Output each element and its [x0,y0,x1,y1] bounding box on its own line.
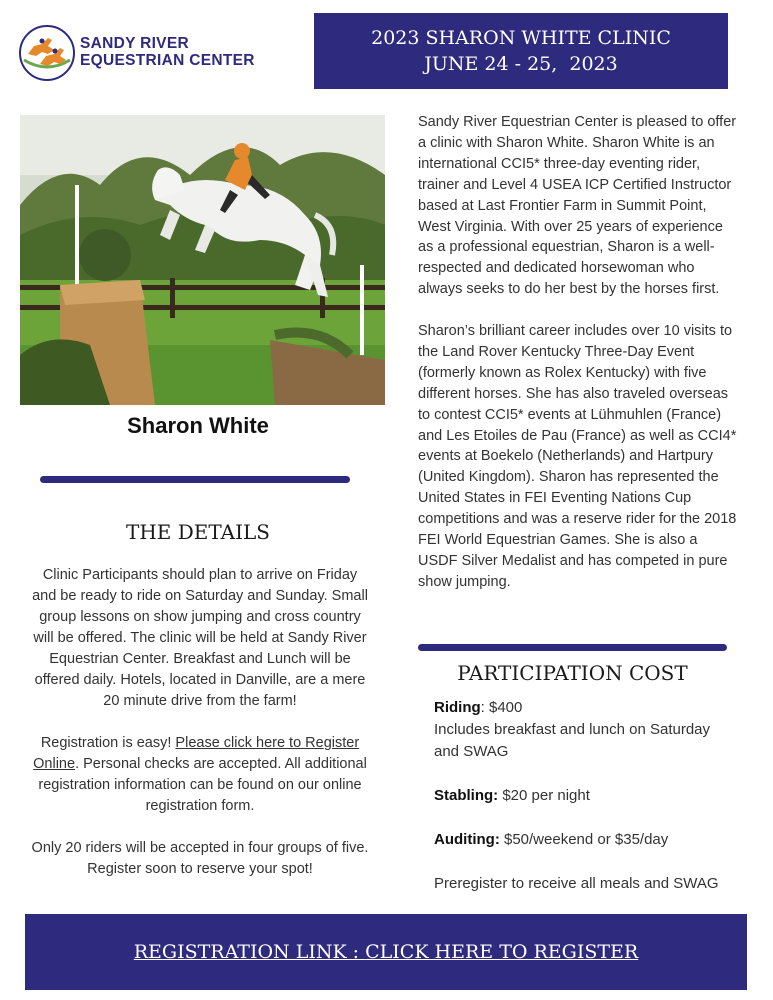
registration-banner [25,914,747,990]
details-paragraph-1: Clinic Participants should plan to arrive on Friday and be ready to ride on Saturday and Sunday. Small group lessons on show jumping and cross country will be offered. The clinic will be held at Sandy River Equestrian Center. Breakfast and Lunch will be offered daily. Hotels, located in Danville, are a mere 20 minute drive from the farm! [32,567,368,709]
title-banner [314,13,728,89]
divider-left [40,476,350,483]
logo [18,24,278,82]
cost-riding [434,697,734,763]
logo-line-1: SANDY RIVER [80,35,189,52]
bio-paragraph-2: Sharon’s brilliant career includes over 10 visits to the Land Rover Kentucky Three-Day Event (formerly known as Rolex Kentucky) with five different horses. She has also traveled overseas to contest CCI5* events at Lühmuhlen (France) and Les Etoiles de Pau (France) as well as CCI4* events at Boekelo (Netherlands) and Hartpury (United Kingdom). Sharon has represented the United States in FEI Eventing Nations Cup competitions and was a reserve rider for the 2018 FEI World Equestrian Games. She is also a USDF Silver Medalist and has competed in pure show jumping. [418,323,737,590]
register-online-link[interactable]: Please click here to Register Online [33,735,360,772]
details-section [30,565,370,901]
clinic-dates: JUNE 24 - 25, 2023 [424,53,618,75]
details-p2-before: Registration is easy! [40,735,176,751]
cost-section [434,697,734,917]
riding-note: Includes breakfast and lunch on Saturday and SWAG [434,721,711,760]
logo-line-2: EQUESTRIAN CENTER [80,52,255,69]
cost-preregister: Preregister to receive all meals and SWAG [434,875,719,892]
bio-paragraph-1: Sandy River Equestrian Center is pleased to offer a clinic with Sharon White. Sharon White is an international CCI5* three-day eventing rider, trainer and Level 4 USEA ICP Certified Instructor based at Last Frontier Farm in Summit Point, West Virginia. With over 25 years of experience as a professional equestrian, Sharon is a well-respected and dedicated horsewoman who always seeks to do her best by the horses first. [418,114,737,298]
photo-caption: Sharon White [127,413,269,438]
horse-logo-icon [18,24,76,82]
clinic-title: 2023 SHARON WHITE CLINIC [371,27,671,49]
auditing-label: Auditing: [434,831,500,848]
details-paragraph-2 [30,733,370,817]
stabling-value: $20 per night [498,787,590,804]
horse-jumping-image [20,115,385,405]
cost-auditing [434,829,734,851]
rider-photo [20,115,385,405]
registration-link[interactable]: REGISTRATION LINK : CLICK HERE TO REGISTER [133,941,639,963]
details-heading: THE DETAILS [126,520,270,544]
divider-right [418,644,727,651]
logo-wordmark [80,35,255,69]
cost-stabling [434,785,734,807]
riding-value: : $400 [480,699,523,716]
riding-label: Riding [434,699,481,716]
bio-section [418,112,738,614]
details-paragraph-3: Only 20 riders will be accepted in four groups of five. Register soon to reserve your spot! [31,840,369,877]
details-p2-after: . Personal checks are accepted. All additional registration information can be found on our online registration form. [38,756,367,814]
stabling-label: Stabling: [434,787,499,804]
auditing-value: $50/weekend or $35/day [499,831,669,848]
cost-heading: PARTICIPATION COST [457,661,688,685]
